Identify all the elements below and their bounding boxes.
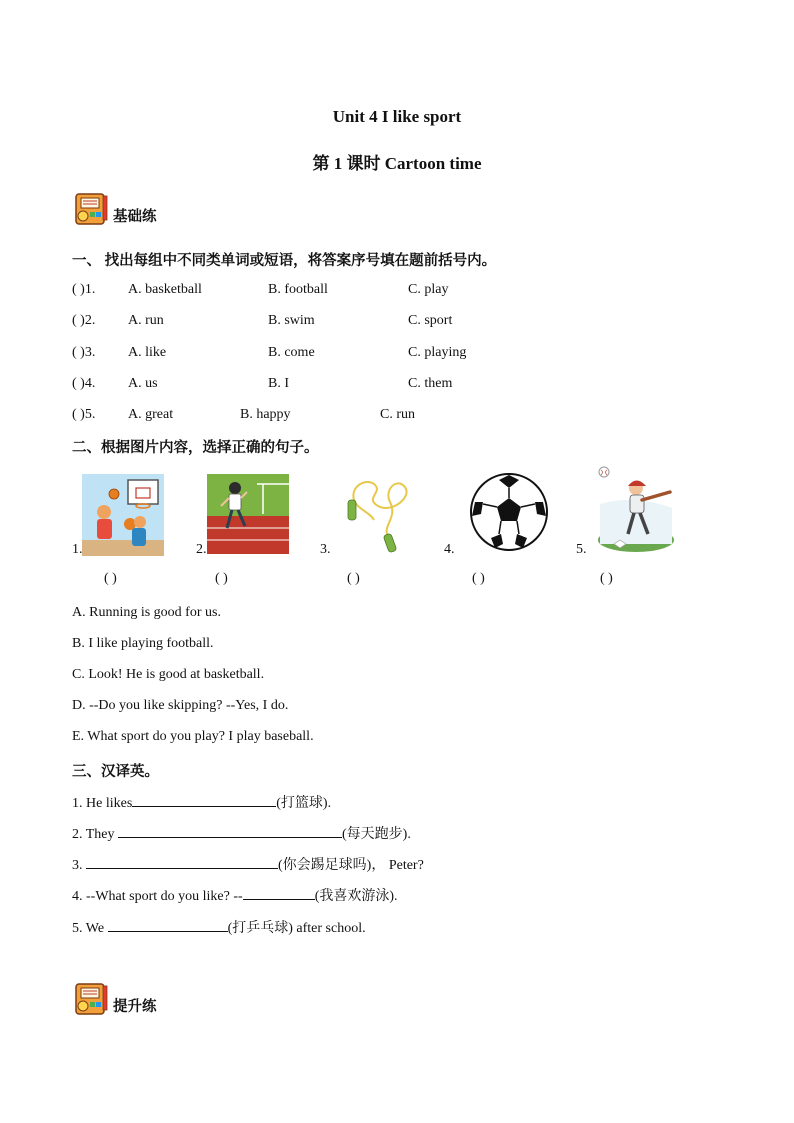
sentence-option: D. --Do you like skipping? --Yes, I do. <box>72 698 289 713</box>
option-b: B. happy <box>240 407 291 422</box>
answer-blank[interactable] <box>132 792 276 807</box>
option-b: B. come <box>268 345 315 360</box>
answer-blank[interactable] <box>108 917 228 932</box>
translation-item <box>72 792 331 812</box>
option-a: A. great <box>128 407 174 422</box>
soccer-ball-icon <box>469 472 549 552</box>
notebook-icon <box>73 190 111 228</box>
page-title: Unit 4 I like sport <box>332 107 462 126</box>
picture-number: 5. <box>576 542 587 557</box>
item-prefix: 1. He likes <box>72 796 133 811</box>
section1-heading: 一、 找出每组中不同类单词或短语，将答案序号填在题前括号内。 <box>72 253 497 269</box>
answer-paren: ( ) <box>600 571 613 586</box>
answer-blank[interactable] <box>118 823 342 838</box>
option-c: C. play <box>408 282 449 297</box>
item-hint: (我喜欢游泳). <box>314 889 398 904</box>
option-a: A. us <box>128 376 158 391</box>
answer-paren: ( ) <box>215 571 228 586</box>
question-number: ( )2. <box>72 313 96 328</box>
option-a: A. run <box>128 313 164 328</box>
section3-heading: 三、汉译英。 <box>72 764 159 780</box>
item-prefix: 5. We <box>72 921 108 936</box>
item-prefix: 3. <box>72 858 86 873</box>
jump-rope-icon <box>344 476 416 554</box>
question-number: ( )3. <box>72 345 96 360</box>
running-girl-icon <box>207 474 289 554</box>
picture-number: 2. <box>196 542 207 557</box>
translation-item <box>72 917 366 937</box>
badge-advanced <box>73 980 157 1018</box>
item-hint: (你会踢足球吗)， Peter? <box>278 858 424 873</box>
baseball-player-icon <box>594 464 676 556</box>
badge-label: 提升练 <box>113 999 157 1015</box>
answer-blank[interactable] <box>86 854 278 869</box>
picture-number: 4. <box>444 542 455 557</box>
notebook-icon <box>73 980 111 1018</box>
question-number: ( )1. <box>72 282 96 297</box>
option-a: A. like <box>128 345 167 360</box>
sentence-option: A. Running is good for us. <box>72 605 221 620</box>
picture-number: 3. <box>320 542 331 557</box>
option-b: B. football <box>268 282 328 297</box>
sentence-option: B. I like playing football. <box>72 636 214 651</box>
item-hint: (打乒乓球) after school. <box>227 921 366 936</box>
option-b: B. I <box>268 376 289 391</box>
option-b: B. swim <box>268 313 315 328</box>
basketball-scene-icon <box>82 474 164 556</box>
item-prefix: 4. --What sport do you like? -- <box>72 889 243 904</box>
translation-item <box>72 854 424 874</box>
badge-basic <box>73 190 157 228</box>
question-number: ( )4. <box>72 376 96 391</box>
picture-number: 1. <box>72 542 83 557</box>
answer-paren: ( ) <box>472 571 485 586</box>
translation-item <box>72 823 411 843</box>
answer-paren: ( ) <box>347 571 360 586</box>
page-subtitle: 第 1 课时 Cartoon time <box>312 154 482 173</box>
sentence-option: E. What sport do you play? I play baseball. <box>72 729 314 744</box>
option-a: A. basketball <box>128 282 202 297</box>
badge-label: 基础练 <box>113 209 157 225</box>
item-hint: (每天跑步). <box>342 827 411 842</box>
sentence-option: C. Look! He is good at basketball. <box>72 667 265 682</box>
option-c: C. playing <box>408 345 467 360</box>
translation-item <box>72 885 398 905</box>
answer-paren: ( ) <box>104 571 117 586</box>
option-c: C. them <box>408 376 453 391</box>
item-hint: (打篮球). <box>276 796 332 811</box>
question-number: ( )5. <box>72 407 96 422</box>
option-c: C. sport <box>408 313 453 328</box>
section2-heading: 二、根据图片内容，选择正确的句子。 <box>72 440 319 456</box>
option-c: C. run <box>380 407 415 422</box>
answer-blank[interactable] <box>243 885 315 900</box>
item-prefix: 2. They <box>72 827 119 842</box>
